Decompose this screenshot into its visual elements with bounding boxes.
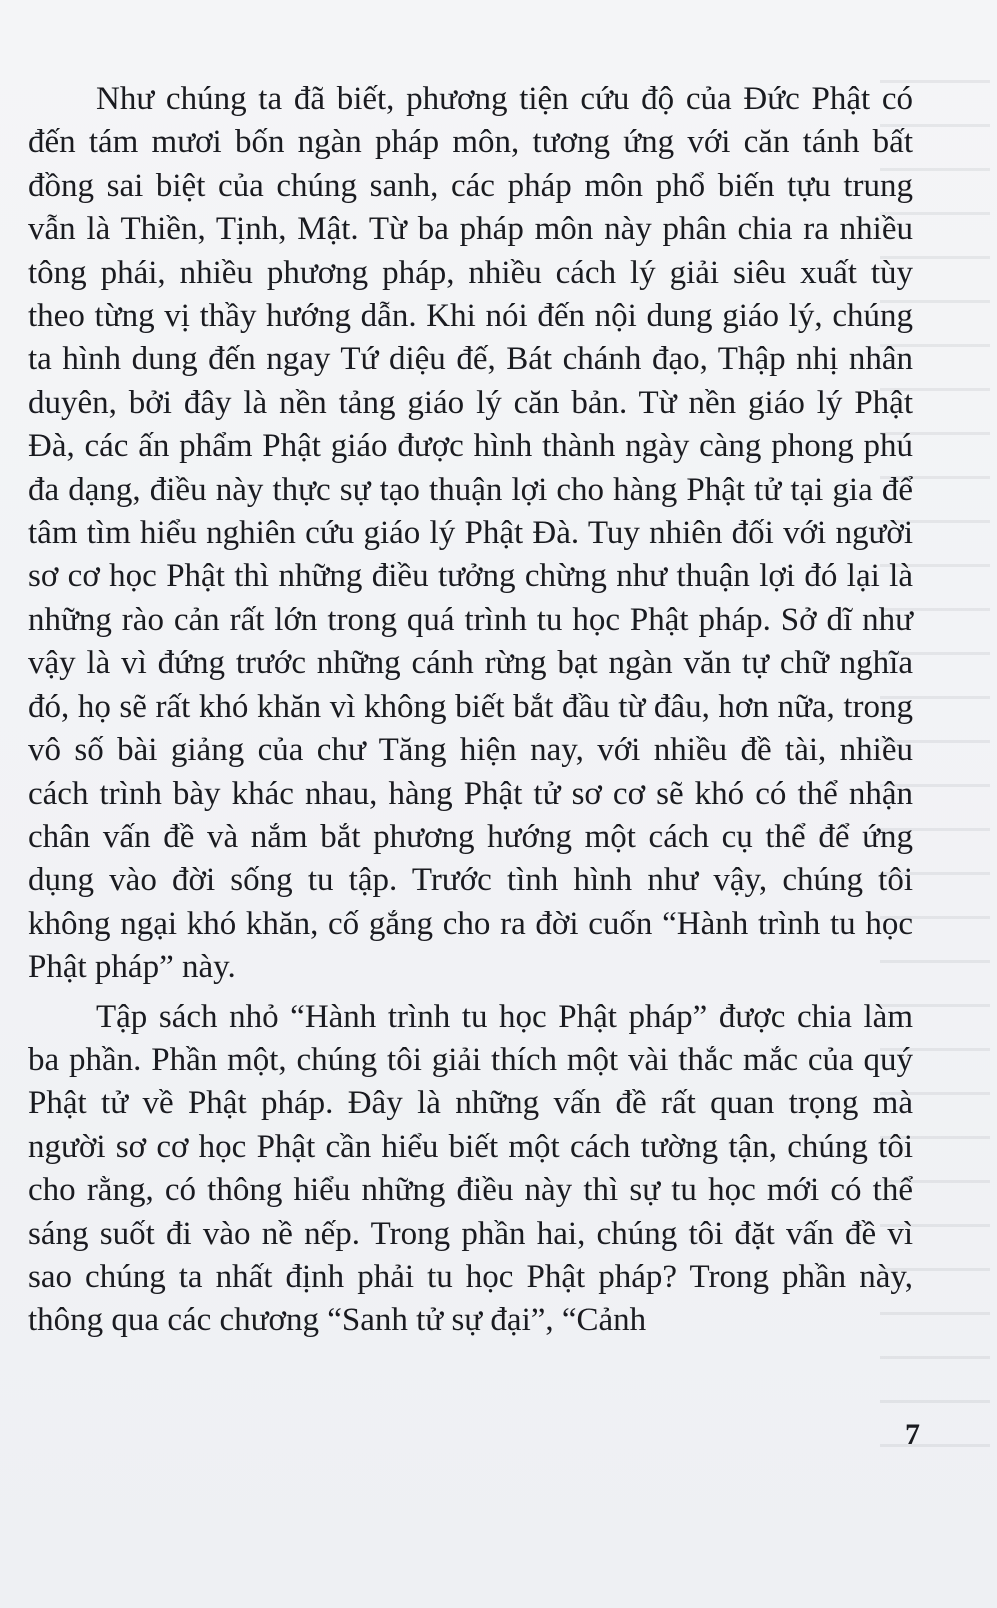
paragraph-2: Tập sách nhỏ “Hành trình tu học Phật pháp” được chia làm ba phần. Phần một, chúng tôi giải thích một vài thắc mắc của quý Phật tử về Phật pháp. Đây là những vấn đề rất quan trọng mà người sơ cơ học Phật cần hiểu biết một cách tường tận, chúng tôi cho rằng, có thông hiểu những điều này thì sự tu học mới có thể sáng suốt đi vào nề nếp. Trong phần hai, chúng tôi đặt vấn đề vì sao chúng ta nhất định phải tu học Phật pháp? Trong phần này, thông qua các chương “Sanh tử sự đại”, “Cảnh: [28, 998, 913, 1339]
page-number: 7: [905, 1418, 920, 1451]
paragraph-1: Như chúng ta đã biết, phương tiện cứu độ của Đức Phật có đến tám mươi bốn ngàn pháp môn, tương ứng với căn tánh bất đồng sai biệt của chúng sanh, các pháp môn phổ biến tựu trung vẫn là Thiền, Tịnh, Mật. Từ ba pháp môn này phân chia ra nhiều tông phái, nhiều phương pháp, nhiều cách lý giải siêu xuất tùy theo từng vị thầy hướng dẫn. Khi nói đến nội dung giáo lý, chúng ta hình dung đến ngay Tứ diệu đế, Bát chánh đạo, Thập nhị nhân duyên, bởi đây là nền tảng giáo lý căn bản. Từ nền giáo lý Phật Đà, các ấn phẩm Phật giáo được hình thành ngày càng phong phú đa dạng, điều này thực sự tạo thuận lợi cho hàng Phật tử tại gia để tâm tìm hiểu nghiên cứu giáo lý Phật Đà. Tuy nhiên đối với người sơ cơ học Phật thì những điều tưởng chừng như thuận lợi đó lại là những rào cản rất lớn trong quá trình tu học Phật pháp. Sở dĩ như vậy là vì đứng trước những cánh rừng bạt ngàn văn tự chữ nghĩa đó, họ sẽ rất khó khăn vì không biết bắt đầu từ đâu, hơn nữa, trong vô số bài giảng của chư Tăng hiện nay, với nhiều đề tài, nhiều cách trình bày khác nhau, hàng Phật tử sơ cơ sẽ khó có thể nhận chân vấn đề và nắm bắt phương hướng một cách cụ thể để ứng dụng vào đời sống tu tập. Trước tình hình như vậy, chúng tôi không ngại khó khăn, cố gắng cho ra đời cuốn “Hành trình tu học Phật pháp” này.: [28, 81, 913, 986]
body-text: [28, 78, 913, 1343]
